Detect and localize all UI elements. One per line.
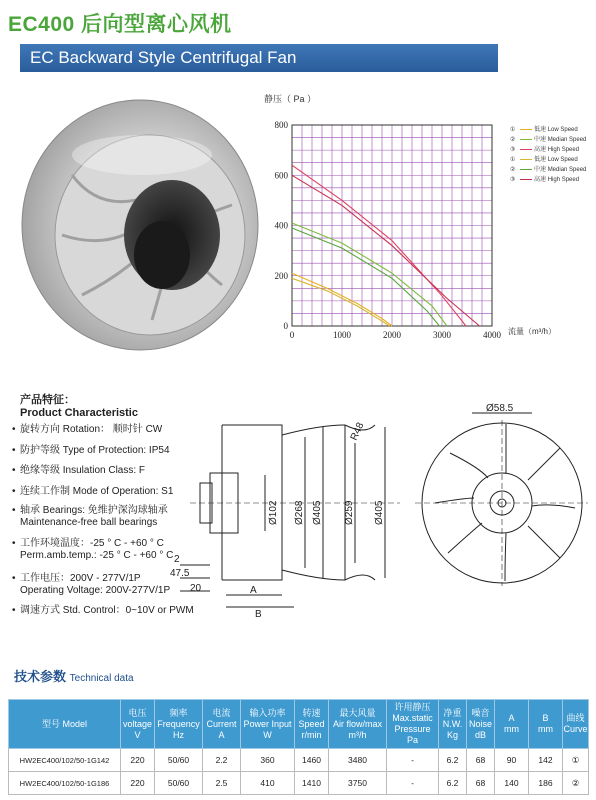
legend-item-6: ③ 高速 High Speed (510, 177, 580, 183)
dim-2: 2 (174, 554, 180, 565)
x-tick-label: 4000 (483, 330, 501, 340)
x-tick-label: 0 (289, 330, 295, 340)
series-line-3 (292, 165, 466, 326)
dim-d102: Ø102 (268, 500, 279, 525)
spec-protection: • 防护等级 Type of Protection: IP54 (12, 445, 170, 456)
dim-d259: Ø259 (344, 500, 355, 525)
dim-a: A (250, 585, 257, 596)
dim-r48: R48 (348, 420, 367, 443)
x-tick-label: 3000 (433, 330, 451, 340)
col-speed: 转速 Speed r/min (295, 700, 329, 749)
dim-d405: Ø405 (312, 500, 323, 525)
col-curve: 曲线 Curve (563, 700, 589, 749)
front-view-drawing (410, 398, 590, 588)
col-model: 型号 Model (9, 700, 121, 749)
col-voltage: 电压 voltage V (121, 700, 155, 749)
legend-item-4: ① 低速 Low Speed (510, 157, 578, 163)
col-b: B mm (529, 700, 563, 749)
legend-item-1: ① 低速 Low Speed (510, 127, 578, 133)
table-row: HW2EC400/102/50-1G186 220 50/60 2.5 410 1410 3750 - 6.2 68 140 186 ② (9, 772, 589, 795)
dim-47-5: 47.5 (170, 568, 190, 579)
col-power-input: 输入功率 Power Input W (241, 700, 295, 749)
col-frequency: 频率 Frequency Hz (155, 700, 203, 749)
spec-bearings: • 轴承 Bearings: 免维护深沟球轴承 Maintenance-free ball bearings (12, 505, 168, 528)
technical-data-table (8, 699, 589, 795)
x-tick-label: 2000 (383, 330, 401, 340)
y-tick-label: 800 (274, 120, 288, 130)
fan-product-image (12, 85, 262, 355)
spec-rotation: • 旋转方向 Rotation： 顺时针 CW (12, 424, 163, 435)
y-tick-label: 0 (283, 321, 288, 331)
legend-swatch (520, 149, 532, 150)
y-tick-label: 400 (274, 220, 288, 231)
col-net-weight: 净重 N.W. Kg (439, 700, 467, 749)
spec-control: • 调速方式 Std. Control：0~10V or PWM (12, 605, 194, 616)
spec-voltage: • 工作电压：200V - 277V/1P Operating Voltage: 200V-277V/1P (12, 573, 171, 596)
legend-swatch (520, 169, 532, 170)
y-tick-label: 600 (274, 170, 288, 181)
y-axis-label: 静压（ Pa ） (264, 94, 317, 104)
x-tick-label: 1000 (333, 330, 351, 340)
subtitle-banner: EC Backward Style Centrifugal Fan (20, 44, 498, 72)
legend-item-5: ② 中速 Median Speed (510, 167, 587, 173)
legend-swatch (520, 159, 532, 160)
legend-item-3: ③ 高速 High Speed (510, 147, 580, 153)
legend-swatch (520, 139, 532, 140)
col-a: A mm (495, 700, 529, 749)
col-noise: 噪音 Noise dB (467, 700, 495, 749)
col-static-pressure: 许用静压 Max.static Pressure Pa (387, 700, 439, 749)
dim-d268: Ø268 (294, 500, 305, 525)
x-axis-label: 流量（m³/h） (508, 327, 556, 336)
col-current: 电流 Current A (203, 700, 241, 749)
table-row: HW2EC400/102/50-1G142 220 50/60 2.2 360 1460 3480 - 6.2 68 90 142 ① (9, 749, 589, 772)
spec-ambient-temp: • 工作环境温度：-25 ° C - +60 ° C Perm.amb.temp.: -25 ° C - +60 ° C (12, 538, 174, 561)
col-air-flow: 最大风量 Air flow/max m³/h (329, 700, 387, 749)
series-line-4 (292, 278, 390, 326)
dim-d405b: Ø405 (374, 500, 385, 525)
page-title: EC400 后向型离心风机 (8, 13, 232, 36)
side-view-drawing (170, 395, 410, 620)
spec-insulation: • 绝缘等级 Insulation Class: F (12, 465, 146, 476)
technical-data-heading: 技术参数 Technical data (14, 669, 134, 684)
dim-d58-5: Ø58.5 (486, 403, 514, 414)
dim-20: 20 (190, 583, 202, 594)
y-tick-label: 200 (274, 270, 288, 281)
legend-swatch (520, 179, 532, 180)
product-characteristic-title: 产品特征： Product Characteristic (20, 394, 138, 419)
legend-item-2: ② 中速 Median Speed (510, 137, 587, 143)
dim-b: B (255, 609, 262, 620)
table-header-row (9, 700, 589, 749)
legend-swatch (520, 129, 532, 130)
spec-operation-mode: • 连续工作制 Mode of Operation: S1 (12, 486, 174, 497)
